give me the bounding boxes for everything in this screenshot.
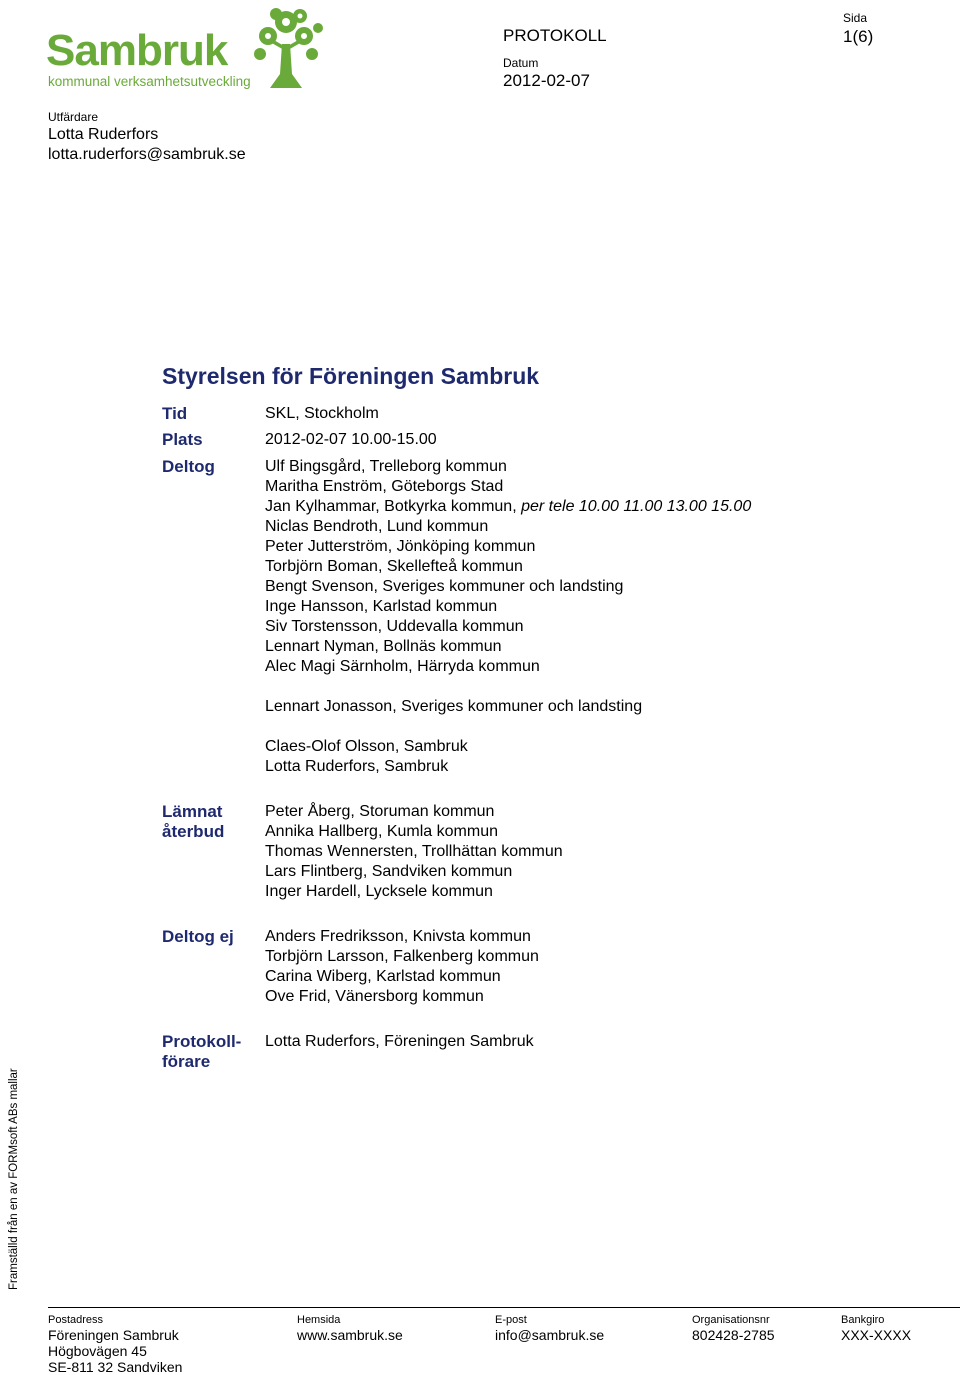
page-number: 1(6) xyxy=(843,27,874,46)
epost-link[interactable]: info@sambruk.se xyxy=(495,1327,605,1343)
aterbud-label xyxy=(162,802,224,842)
footer-divider xyxy=(48,1307,960,1308)
protokollforare-label-line2: förare xyxy=(162,1052,211,1071)
postadress-line: SE-811 32 Sandviken xyxy=(48,1359,183,1375)
deltog-ej-label: Deltog ej xyxy=(162,927,234,946)
list-item: Anders Fredriksson, Knivsta kommun xyxy=(265,928,531,945)
postadress-line: Föreningen Sambruk xyxy=(48,1327,179,1343)
plats-label: Plats xyxy=(162,430,203,449)
orgnr-value: 802428-2785 xyxy=(692,1327,775,1343)
protokollforare-label-line1: Protokoll- xyxy=(162,1032,242,1051)
hemsida-label: Hemsida xyxy=(297,1314,341,1326)
page-label: Sida xyxy=(843,11,868,25)
footer-epost xyxy=(495,1313,604,1343)
list-item: Ulf Bingsgård, Trelleborg kommun xyxy=(265,458,507,475)
list-item: Carina Wiberg, Karlstad kommun xyxy=(265,968,501,985)
date-label: Datum xyxy=(503,56,539,70)
sambruk-logo xyxy=(46,4,326,94)
aterbud-label-line1: Lämnat xyxy=(162,802,223,821)
page-title: Styrelsen för Föreningen Sambruk xyxy=(162,363,540,389)
tid-value: SKL, Stockholm xyxy=(265,405,379,422)
list-item: Niclas Bendroth, Lund kommun xyxy=(265,518,489,535)
list-item: Bengt Svenson, Sveriges kommuner och landsting xyxy=(265,578,624,595)
logo-wordmark: Sambruk xyxy=(46,26,228,75)
protokollforare-list xyxy=(265,1032,534,1052)
list-item: Lars Flintberg, Sandviken kommun xyxy=(265,863,513,880)
issuer-email[interactable]: lotta.ruderfors@sambruk.se xyxy=(48,146,246,163)
deltog-list-skl xyxy=(265,697,642,717)
document-type: PROTOKOLL xyxy=(503,26,607,45)
logo-tagline: kommunal verksamhetsutveckling xyxy=(48,74,251,89)
participation-note: per tele 10.00 11.00 13.00 15.00 xyxy=(521,498,752,515)
epost-label: E-post xyxy=(495,1314,527,1326)
list-item: Lotta Ruderfors, Föreningen Sambruk xyxy=(265,1033,534,1050)
date-value: 2012-02-07 xyxy=(503,71,590,90)
bankgiro-label: Bankgiro xyxy=(841,1314,885,1326)
list-item: Alec Magi Särnholm, Härryda kommun xyxy=(265,658,540,675)
template-credit: Framställd från en av FORMsoft ABs mallar xyxy=(8,1068,20,1290)
tree-gears-icon xyxy=(246,4,326,90)
list-item: Claes-Olof Olsson, Sambruk xyxy=(265,738,468,755)
postadress-label: Postadress xyxy=(48,1314,104,1326)
hemsida-link[interactable]: www.sambruk.se xyxy=(297,1327,403,1343)
list-item: Torbjörn Larsson, Falkenberg kommun xyxy=(265,948,539,965)
plats-value: 2012-02-07 10.00-15.00 xyxy=(265,431,437,448)
list-item: Siv Torstensson, Uddevalla kommun xyxy=(265,618,524,635)
list-item: Inger Hardell, Lycksele kommun xyxy=(265,883,493,900)
participant-name: Jan Kylhammar, Botkyrka kommun, xyxy=(265,498,522,515)
footer-postadress xyxy=(48,1313,182,1375)
postadress-line: Högbovägen 45 xyxy=(48,1343,147,1359)
protokollforare-label xyxy=(162,1032,241,1072)
list-item: Lennart Jonasson, Sveriges kommuner och landsting xyxy=(265,698,643,715)
list-item: Inge Hansson, Karlstad kommun xyxy=(265,598,498,615)
list-item: Annika Hallberg, Kumla kommun xyxy=(265,823,498,840)
list-item: Peter Jutterström, Jönköping kommun xyxy=(265,538,536,555)
list-item: Peter Åberg, Storuman kommun xyxy=(265,803,495,820)
list-item: Torbjörn Boman, Skellefteå kommun xyxy=(265,558,523,575)
list-item: Thomas Wennersten, Trollhättan kommun xyxy=(265,843,563,860)
aterbud-list xyxy=(265,802,563,902)
footer-hemsida xyxy=(297,1313,403,1343)
aterbud-label-line2: återbud xyxy=(162,822,225,841)
list-item: Lennart Nyman, Bollnäs kommun xyxy=(265,638,502,655)
deltog-label: Deltog xyxy=(162,457,215,476)
deltog-ej-list xyxy=(265,927,539,1007)
orgnr-label: Organisationsnr xyxy=(692,1314,770,1326)
footer-bankgiro xyxy=(841,1313,911,1343)
footer-orgnr xyxy=(692,1313,775,1343)
list-item: Lotta Ruderfors, Sambruk xyxy=(265,758,449,775)
list-item: Ove Frid, Vänersborg kommun xyxy=(265,988,484,1005)
deltog-list-sambruk xyxy=(265,737,468,777)
tid-label: Tid xyxy=(162,404,188,423)
bankgiro-value: XXX-XXXX xyxy=(841,1327,912,1343)
list-item: Maritha Enström, Göteborgs Stad xyxy=(265,478,504,495)
issuer-label: Utfärdare xyxy=(48,110,99,124)
list-item xyxy=(265,497,751,517)
deltog-list xyxy=(265,457,751,677)
issuer-name: Lotta Ruderfors xyxy=(48,126,159,143)
